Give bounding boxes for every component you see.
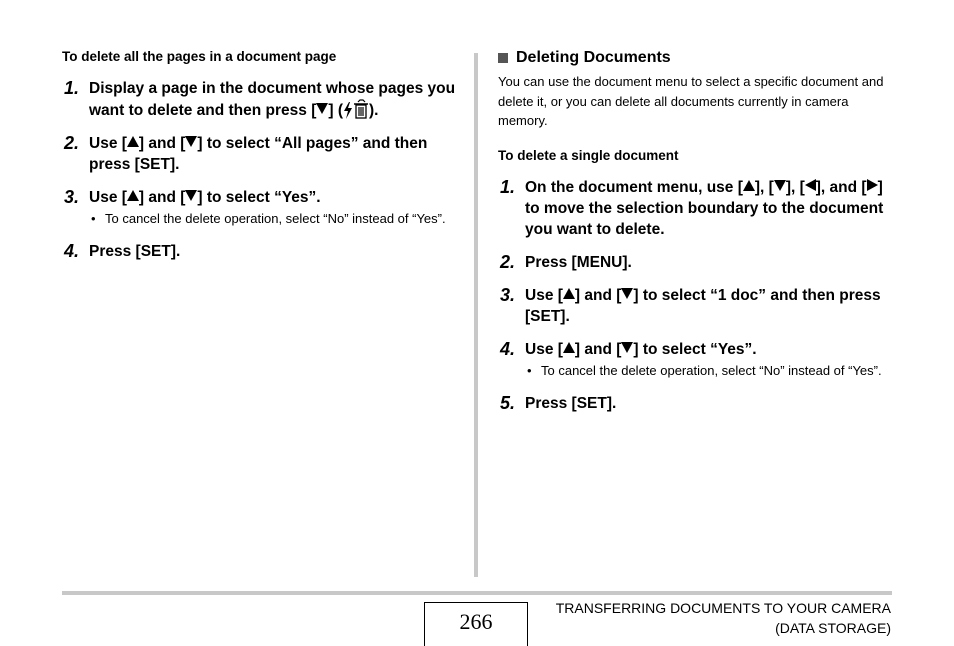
left-step-2 <box>62 133 462 175</box>
step-text-part: ] ( <box>328 102 344 119</box>
step-text-part: ] and [ <box>138 189 186 206</box>
step-number: 1. <box>64 78 80 98</box>
up-arrow-icon <box>743 180 755 191</box>
step-text-part: ] and [ <box>574 286 622 304</box>
step-text: Press [MENU]. <box>525 253 632 271</box>
footer-rule <box>62 591 892 595</box>
step-text-part: ], [ <box>754 178 774 196</box>
step-text-part: Use [ <box>525 286 563 304</box>
left-steps <box>62 78 462 262</box>
step-text-part: ). <box>369 102 379 119</box>
step-note <box>89 209 462 229</box>
left-arrow-icon <box>805 179 816 191</box>
step-text-part: ] and [ <box>574 340 622 358</box>
right-steps <box>498 177 890 414</box>
right-subheading: To delete a single document <box>498 147 679 163</box>
up-arrow-icon <box>127 136 139 147</box>
step-text-part: On the document menu, use [ <box>525 178 743 196</box>
step-text <box>89 187 462 208</box>
up-arrow-icon <box>563 288 575 299</box>
step-text-part: ] and [ <box>138 135 186 152</box>
up-arrow-icon <box>563 342 575 353</box>
flash-icon <box>343 102 353 119</box>
step-text: Press [SET]. <box>525 394 617 412</box>
footer-line-2: (DATA STORAGE) <box>775 620 891 636</box>
intro-paragraph: You can use the document menu to select a specific document and delete it, or you can delete all documents currently in camera memory. <box>498 74 884 128</box>
step-text-part: Display a page in the document whose pages you want to delete and then press [ <box>89 80 456 119</box>
square-bullet-icon <box>498 53 508 63</box>
down-arrow-icon <box>316 103 328 114</box>
step-number: 4. <box>64 241 80 261</box>
step-text <box>525 177 890 240</box>
page-number: 266 <box>424 602 528 646</box>
step-text-part: ] to select “All pages” and then press [SET]. <box>89 135 428 173</box>
step-number: 3. <box>500 284 516 305</box>
step-text-part: Use [ <box>89 135 127 152</box>
step-text-part: Use [ <box>89 189 127 206</box>
step-text <box>89 133 462 175</box>
right-step-3 <box>498 285 890 327</box>
bullet: • <box>527 362 532 378</box>
footer-chapter-title <box>556 598 891 638</box>
step-number: 1. <box>500 176 516 197</box>
note-text: To cancel the delete operation, select “No” instead of “Yes”. <box>541 362 882 378</box>
step-note <box>525 361 890 381</box>
column-divider <box>474 53 478 577</box>
down-arrow-icon <box>621 288 633 299</box>
right-step-2 <box>498 252 890 273</box>
footer-line-1: TRANSFERRING DOCUMENTS TO YOUR CAMERA <box>555 600 891 616</box>
left-step-1 <box>62 78 462 121</box>
step-text-part: ], [ <box>785 178 805 196</box>
step-number: 5. <box>500 392 516 413</box>
right-step-5 <box>498 393 890 414</box>
step-text-part: Use [ <box>525 340 563 358</box>
trash-icon <box>353 99 369 119</box>
step-text <box>525 339 890 360</box>
step-number: 3. <box>64 187 80 207</box>
right-step-4 <box>498 339 890 381</box>
left-step-4 <box>62 241 462 262</box>
step-text-part: ] to select “1 doc” and then press [SET]. <box>525 286 881 325</box>
left-column <box>62 46 462 262</box>
right-arrow-icon <box>867 179 878 191</box>
step-text-part: ] to move the selection boundary to the document you want to delete. <box>525 178 884 238</box>
right-column <box>498 46 890 414</box>
step-text-part: ], and [ <box>815 178 867 196</box>
step-text: Press [SET]. <box>89 243 181 260</box>
note-text: To cancel the delete operation, select “No” instead of “Yes”. <box>105 211 446 226</box>
section-heading <box>498 48 890 68</box>
step-text <box>525 285 890 327</box>
down-arrow-icon <box>185 136 197 147</box>
step-number: 2. <box>64 133 80 153</box>
step-text-part: ] to select “Yes”. <box>197 189 321 206</box>
step-number: 2. <box>500 251 516 272</box>
right-step-1 <box>498 177 890 240</box>
step-text-part: ] to select “Yes”. <box>633 340 757 358</box>
down-arrow-icon <box>185 190 197 201</box>
left-heading: To delete all the pages in a document page <box>62 49 337 64</box>
bullet: • <box>91 211 96 226</box>
step-text <box>89 78 462 121</box>
down-arrow-icon <box>621 342 633 353</box>
step-number: 4. <box>500 338 516 359</box>
left-step-3 <box>62 187 462 229</box>
down-arrow-icon <box>774 180 786 191</box>
section-heading-text: Deleting Documents <box>516 49 671 66</box>
up-arrow-icon <box>127 190 139 201</box>
